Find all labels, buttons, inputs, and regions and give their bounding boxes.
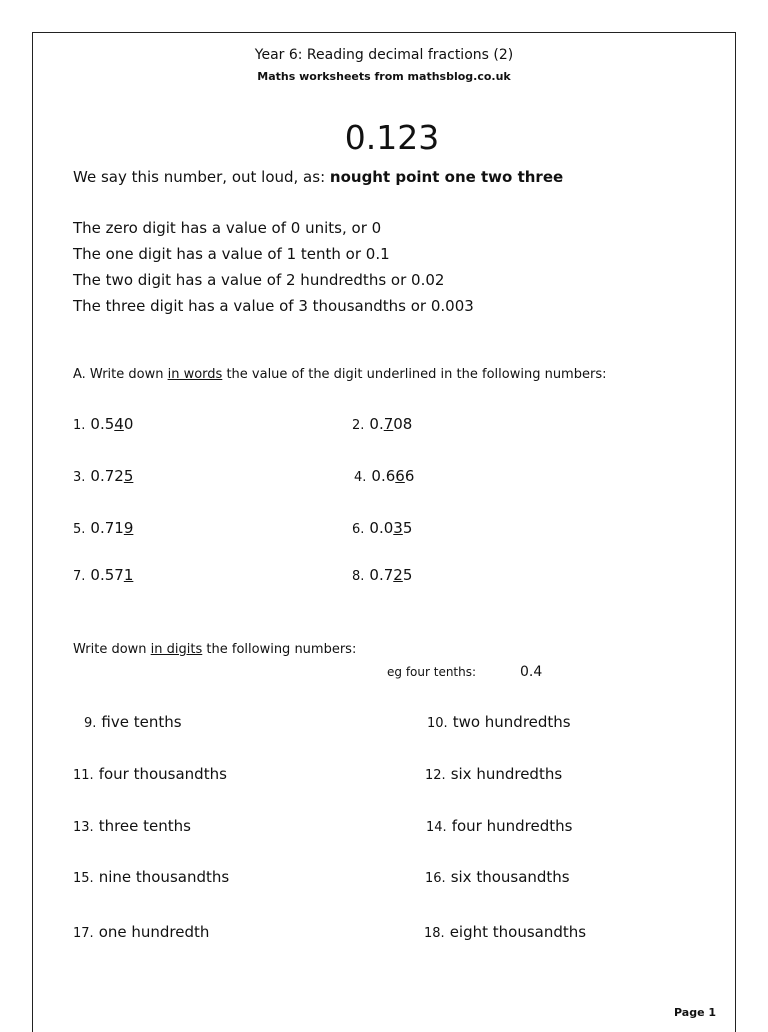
- question-number: 1.: [73, 418, 86, 433]
- instr-text: A. Write down: [73, 367, 168, 382]
- example-value: 0.4: [520, 664, 543, 680]
- question-number: 12.: [425, 768, 446, 783]
- number-part: 0.0: [369, 519, 394, 537]
- question-number: 10.: [427, 716, 448, 731]
- value-line: The two digit has a value of 2 hundredths or 0.02: [73, 271, 445, 289]
- underlined-digit: 5: [123, 467, 134, 485]
- say-words: nought point one two three: [329, 168, 564, 186]
- instr-underlined: in digits: [150, 642, 203, 657]
- instr-text: Write down: [73, 642, 151, 657]
- question-text: eight thousandths: [449, 923, 587, 941]
- question-item: [73, 415, 133, 433]
- number-part: 08: [393, 415, 413, 433]
- question-text: four hundredths: [451, 817, 573, 835]
- question-item: [73, 467, 133, 485]
- question-number: 14.: [426, 820, 447, 835]
- section-a-instructions: [73, 367, 606, 382]
- question-item: [352, 566, 412, 584]
- number-part: 0.: [369, 415, 384, 433]
- question-number: 9.: [84, 716, 97, 731]
- question-item: [84, 713, 182, 731]
- underlined-digit: 1: [123, 566, 134, 584]
- question-text: six thousandths: [450, 868, 570, 886]
- question-item: [352, 415, 412, 433]
- instr-underlined: in words: [167, 367, 223, 382]
- number-part: 0.71: [90, 519, 124, 537]
- question-number: 13.: [73, 820, 94, 835]
- underlined-digit: 4: [114, 415, 124, 433]
- underlined-digit: 9: [123, 519, 134, 537]
- number-part: 0.5: [90, 415, 115, 433]
- question-item: [426, 817, 572, 835]
- instr-text: the value of the digit underlined in the following numbers:: [222, 367, 607, 382]
- number-part: 0.7: [369, 566, 394, 584]
- question-item: [73, 765, 227, 783]
- question-item: [424, 923, 586, 941]
- underlined-digit: 2: [393, 566, 403, 584]
- question-number: 4.: [354, 470, 367, 485]
- number-part: 0.57: [90, 566, 124, 584]
- number-part: 0.72: [90, 467, 124, 485]
- question-number: 3.: [73, 470, 86, 485]
- page-title: Year 6: Reading decimal fractions (2): [254, 47, 514, 63]
- value-line: The zero digit has a value of 0 units, or 0: [73, 219, 382, 237]
- question-text: six hundredths: [450, 765, 563, 783]
- number-part: 0.6: [371, 467, 396, 485]
- example-number: 0.123: [344, 118, 440, 157]
- question-text: one hundredth: [98, 923, 210, 941]
- question-item: [425, 868, 570, 886]
- number-part: 0: [123, 415, 134, 433]
- question-item: [73, 868, 229, 886]
- question-number: 2.: [352, 418, 365, 433]
- question-item: [73, 817, 191, 835]
- number-part: 5: [402, 519, 413, 537]
- question-text: three tenths: [98, 817, 191, 835]
- question-text: two hundredths: [452, 713, 571, 731]
- question-item: [73, 923, 209, 941]
- question-number: 18.: [424, 926, 445, 941]
- section-b-instructions: [73, 642, 356, 657]
- question-number: 7.: [73, 569, 86, 584]
- question-number: 6.: [352, 522, 365, 537]
- question-item: [425, 765, 562, 783]
- instr-text: the following numbers:: [202, 642, 357, 657]
- question-item: [354, 467, 414, 485]
- page-subtitle: Maths worksheets from mathsblog.co.uk: [257, 70, 511, 83]
- question-item: [73, 519, 133, 537]
- number-part: 5: [402, 566, 413, 584]
- question-item: [73, 566, 133, 584]
- question-text: five tenths: [101, 713, 182, 731]
- question-item: [352, 519, 412, 537]
- question-number: 17.: [73, 926, 94, 941]
- value-line: The one digit has a value of 1 tenth or 0.1: [73, 245, 390, 263]
- example-label: eg four tenths:: [387, 665, 477, 679]
- underlined-digit: 3: [393, 519, 403, 537]
- question-number: 11.: [73, 768, 94, 783]
- question-number: 16.: [425, 871, 446, 886]
- question-text: four thousandths: [98, 765, 227, 783]
- question-text: nine thousandths: [98, 868, 230, 886]
- page-number: Page 1: [674, 1006, 717, 1019]
- number-part: 6: [404, 467, 415, 485]
- question-number: 8.: [352, 569, 365, 584]
- question-item: [427, 713, 571, 731]
- value-line: The three digit has a value of 3 thousandths or 0.003: [73, 297, 474, 315]
- say-sentence: [73, 168, 563, 186]
- underlined-digit: 6: [395, 467, 405, 485]
- question-number: 5.: [73, 522, 86, 537]
- say-prefix: We say this number, out loud, as:: [73, 168, 326, 186]
- question-number: 15.: [73, 871, 94, 886]
- underlined-digit: 7: [383, 415, 394, 433]
